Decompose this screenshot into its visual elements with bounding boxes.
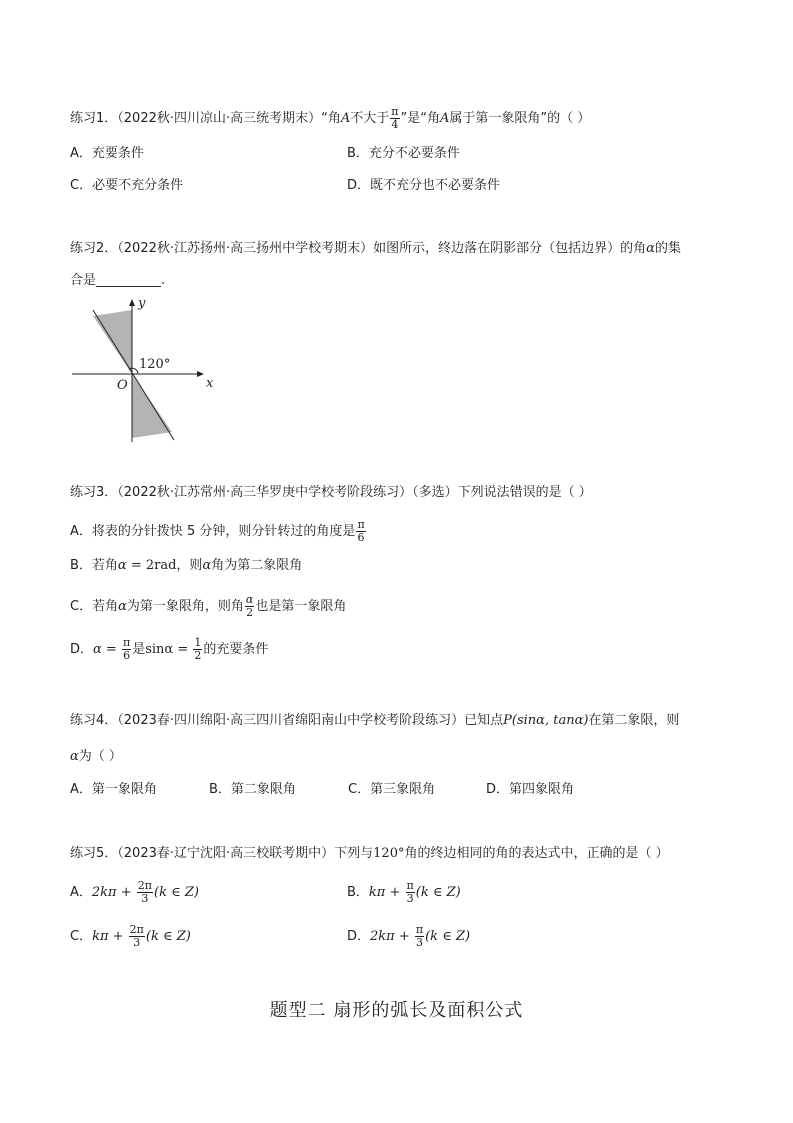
frac-den: 2 — [246, 606, 254, 619]
q5-a-expr: 2kπ + — [91, 885, 136, 900]
q5-d-expr: 2kπ + — [370, 929, 414, 944]
q5-option-c[interactable] — [70, 924, 191, 949]
q1-frac-num: π — [391, 105, 399, 118]
q3-c-text: 为第一象限角，则角 — [126, 599, 244, 614]
q2-period: . — [161, 273, 166, 288]
q5-stem-part: 角的终边相同的角的表达式中，正确的是（ ） — [404, 846, 669, 861]
q3-c-text: C．若角 — [70, 599, 119, 614]
q5-b-expr: kπ + — [368, 885, 405, 900]
frac-num: 2π — [129, 923, 144, 936]
q1-option-b[interactable]: B．充分不必要条件 — [347, 146, 460, 161]
q3-source: （2022秋·江苏常州·高三华罗庚中学校考阶段练习）（多选） — [117, 485, 458, 500]
q4-point: P(sinα, tanα) — [503, 713, 589, 728]
q5-a-domain: (k ∈ Z) — [154, 885, 199, 900]
frac-den: 2 — [194, 649, 202, 662]
q3-b-text: ，则 — [176, 558, 203, 573]
q2-source: （2022秋·江苏扬州·高三扬州中学校考期末） — [117, 241, 374, 256]
x-axis-label: x — [206, 376, 214, 391]
q3-d-text: 的充要条件 — [203, 642, 269, 657]
q1-stem-part: 不大于 — [350, 111, 390, 126]
q4-alpha: α — [70, 749, 79, 764]
q5-d-domain: (k ∈ Z) — [425, 929, 471, 944]
frac-num: π — [122, 636, 131, 649]
q3-d-alpha: α — [93, 642, 102, 657]
q3-d-text: 是 — [132, 642, 146, 657]
q3-c-alpha: α — [118, 599, 127, 614]
q3-option-a-text: A．将表的分针拨快 5 分钟，则分针转过的角度是 — [70, 524, 356, 539]
q3-d-text: D． — [70, 642, 94, 657]
frac-num: 2π — [137, 879, 152, 892]
q2-answer-blank[interactable]: __________ — [96, 273, 162, 288]
q3-c-fraction — [245, 594, 254, 619]
shaded-region-lower — [132, 374, 172, 438]
frac-den: 6 — [123, 649, 131, 662]
q5-option-a[interactable] — [70, 880, 199, 905]
q2-alpha: α — [646, 241, 655, 256]
q5-b-domain: (k ∈ Z) — [415, 885, 461, 900]
y-axis-arrow — [129, 299, 135, 306]
q2-stem — [70, 240, 681, 258]
q4-option-a[interactable]: A．第一象限角 — [70, 782, 157, 797]
q3-option-c[interactable] — [70, 594, 346, 619]
frac-num: π — [406, 879, 414, 892]
y-axis-label: y — [138, 296, 146, 311]
q4-stem — [70, 712, 679, 730]
origin-label: O — [117, 378, 128, 393]
q5-c-domain: (k ∈ Z) — [145, 929, 191, 944]
frac-den: 3 — [415, 936, 423, 949]
q4-stem-part: 为（ ） — [78, 749, 122, 764]
q5-source: （2023春·辽宁沈阳·高三校联考期中） — [117, 846, 335, 861]
frac-num: π — [415, 923, 424, 936]
q1-var: A — [340, 111, 351, 126]
q4-option-d[interactable]: D．第四象限角 — [486, 782, 575, 797]
q5-b-fraction — [406, 880, 415, 905]
q1-option-a[interactable]: A．充要条件 — [70, 146, 144, 161]
frac-num: π — [357, 518, 365, 531]
q3-stem-part: 下列说法错误的是（ ） — [457, 485, 592, 500]
q3-b-alpha: α — [117, 558, 127, 573]
frac-den: 6 — [357, 531, 365, 544]
q1-label: 练习1． — [70, 111, 118, 126]
q4-stem-part: 在第二象限，则 — [588, 713, 680, 728]
q4-stem-part: 已知点 — [464, 713, 504, 728]
q1-source: （2022秋·四川凉山·高三统考期末） — [117, 111, 322, 126]
q1-stem-part: ”是“角 — [400, 111, 441, 126]
q4-source: （2023春·四川绵阳·高三四川省绵阳南山中学校考阶段练习） — [117, 713, 465, 728]
q5-b-label: B． — [347, 885, 369, 900]
q3-a-fraction — [356, 519, 365, 544]
q3-d-sin: sinα = — [145, 642, 193, 657]
x-axis-arrow — [197, 371, 204, 377]
frac-num: α — [245, 593, 254, 606]
q5-c-fraction — [129, 924, 145, 949]
q5-a-fraction — [137, 880, 153, 905]
q1-option-d[interactable]: D．既不充分也不必要条件 — [347, 178, 501, 193]
q3-b-text: B．若角 — [70, 558, 118, 573]
q5-label: 练习5． — [70, 846, 118, 861]
q2-label: 练习2． — [70, 241, 118, 256]
q5-stem-part: 下列与 — [334, 846, 374, 861]
frac-den: 3 — [141, 892, 149, 905]
q1-frac-den: 4 — [391, 118, 399, 131]
q1-stem-part: “角 — [321, 111, 341, 126]
q3-b-alpha: α — [202, 558, 212, 573]
q5-d-fraction — [415, 924, 424, 949]
q5-option-d[interactable] — [347, 924, 470, 949]
q4-label: 练习4． — [70, 713, 118, 728]
angle-label: 120° — [139, 357, 171, 372]
q3-b-eq: = 2rad — [126, 558, 177, 573]
q5-angle: 120° — [373, 846, 405, 861]
q3-d-eq: = — [101, 642, 121, 657]
frac-den: 3 — [133, 936, 141, 949]
q1-fraction — [390, 106, 399, 131]
q5-c-expr: kπ + — [92, 929, 128, 944]
q1-stem — [70, 106, 590, 131]
q2-stem-part: 如图所示，终边落在阴影部分（包括边界）的角 — [373, 241, 647, 256]
q3-c-text: 也是第一象限角 — [255, 599, 347, 614]
q3-b-text: 角为第二象限角 — [211, 558, 303, 573]
q3-label: 练习3． — [70, 485, 118, 500]
q2-stem-line2 — [70, 272, 165, 290]
q3-d-fraction — [122, 637, 131, 662]
q1-var: A — [440, 111, 450, 126]
q4-stem-line2 — [70, 748, 122, 766]
q1-stem-part: 属于第一象限角”的（ ） — [449, 111, 591, 126]
q4-option-b[interactable]: B．第二象限角 — [209, 782, 296, 797]
q2-stem-part: 的集 — [654, 241, 681, 256]
q1-option-c[interactable]: C．必要不充分条件 — [70, 178, 184, 193]
q3-option-b[interactable] — [70, 557, 302, 575]
frac-den: 3 — [406, 892, 414, 905]
q5-stem — [70, 845, 669, 863]
q5-a-label: A． — [70, 885, 92, 900]
q4-option-c[interactable]: C．第三象限角 — [348, 782, 436, 797]
q5-option-b[interactable] — [347, 880, 461, 905]
frac-num: 1 — [194, 636, 202, 649]
q3-d-fraction-2 — [193, 637, 202, 662]
q5-d-label: D． — [347, 929, 371, 944]
q2-stem-part: 合是 — [70, 273, 97, 288]
q5-c-label: C． — [70, 929, 93, 944]
q3-option-a[interactable] — [70, 519, 367, 544]
q2-angle-figure — [70, 292, 214, 444]
q3-stem — [70, 484, 592, 502]
q3-option-d[interactable] — [70, 637, 268, 662]
section-heading: 题型二 扇形的弧长及面积公式 — [269, 1000, 524, 1021]
